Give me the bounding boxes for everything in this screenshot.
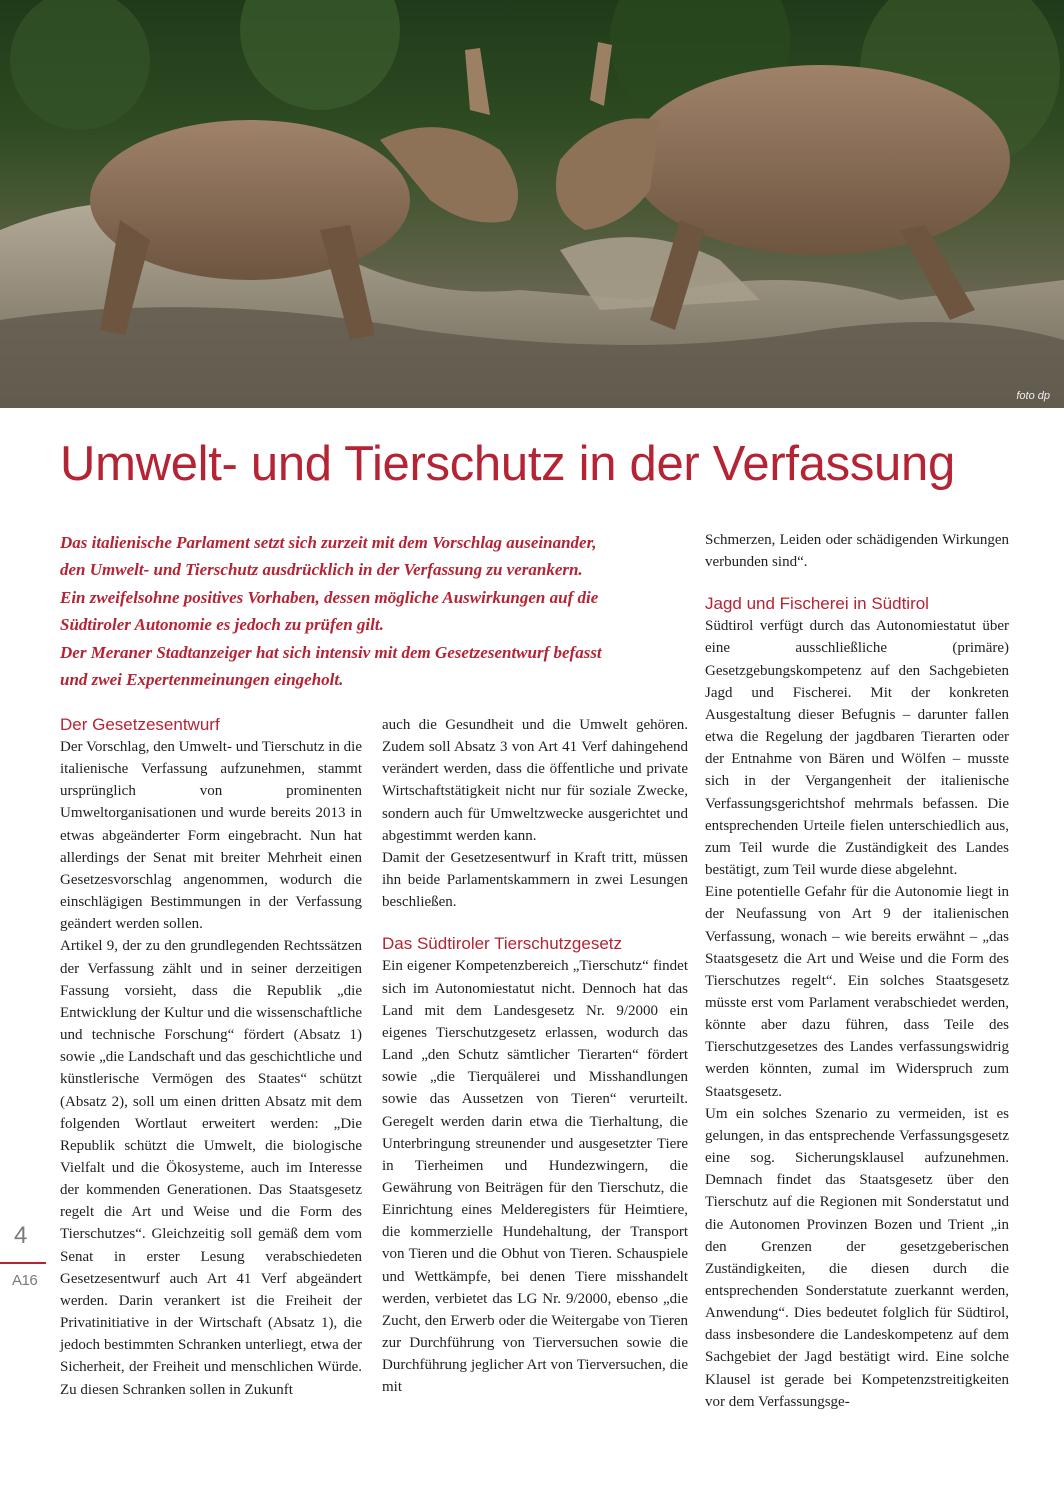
body-paragraph: Schmerzen, Leiden oder schädigenden Wirkungen verbunden sind“. <box>705 532 1009 571</box>
page-number-rule <box>0 1262 46 1264</box>
ibex-kids-illustration <box>0 0 1064 408</box>
column-2 <box>382 714 688 1399</box>
section-heading-jagd-fischerei: Jagd und Fischerei in Südtirol <box>705 594 929 614</box>
page-number: 4 <box>14 1222 28 1249</box>
column-3 <box>705 529 1009 1413</box>
section-heading-tierschutzgesetz: Das Südtiroler Tierschutzgesetz <box>382 934 622 954</box>
lead-line: Ein zweifelsohne positives Vorhaben, dessen mögliche Auswirkungen auf die <box>60 587 599 607</box>
body-paragraph: Um ein solches Szenario zu vermeiden, ist es gelungen, in das entsprechende Verfassungsgesetz eine sog. Sicherungsklausel aufzunehmen. Demnach findet das Staatsgesetz über den Tierschutz auf die Regionen mit Sonderstatut und die Autonomen Provinzen Bozen und Trient „in den Grenzen der gesetzgeberischen Zuständigkeiten, die diesen durch die entsprechenden Sonderstatute zuerkannt werden, Anwendung“. Dies bedeutet folglich für Südtirol, dass insbesondere die Landeskompetenz auf dem Sachgebiet der Jagd bestätigt wird. Eine solche Klausel ist gerade bei Kompetenzstreitigkeiten vor dem Verfassungsge- <box>705 1105 1009 1410</box>
body-paragraph: Der Vorschlag, den Umwelt- und Tierschutz in die italienische Verfassung aufzunehmen, stammt ursprünglich von prominenten Umweltorganisationen und wurde bereits 2013 in etwas abgeänderter Form eingebracht. Nun hat allerdings der Senat mit breiter Mehrheit einen Gesetzesvorschlag angenommen, wodurch die einschlägigen Bestimmungen in der Verfassung geändert werden sollen. <box>60 739 362 933</box>
lead-line: Der Meraner Stadtanzeiger hat sich intensiv mit dem Gesetzesentwurf befasst <box>60 642 602 662</box>
photo-credit: foto dp <box>1016 390 1050 402</box>
lead-line: den Umwelt- und Tierschutz ausdrücklich in der Verfassung zu verankern. <box>60 560 583 580</box>
body-paragraph: Ein eigener Kompetenzbereich „Tierschutz“ findet sich im Autonomiestatut nicht. Dennoch hat das Land mit dem Landesgesetz Nr. 9/2000 ein eigenes Tierschutzgesetz erlassen, wodurch das Land „den Schutz sämtlicher Tierarten“ fördert sowie „die Tierquälerei und Misshandlungen sowie das Aussetzen von Tieren“ verurteilt. Geregelt werden darin etwa die Tierhaltung, die Unterbringung streunender und ausgesetzter Tiere in Tierheimen und Hundezwingern, die Gewährung von Beiträgen für den Tierschutz, die Einrichtung eines Melderegisters für Heimtiere, die kommerzielle Hundehaltung, der Transport von Tieren und die Obhut von Tieren. Schauspiele und Wettkämpfe, bei denen Tiere misshandelt werden, verbietet das LG Nr. 9/2000, ebenso „die Zucht, den Erwerb oder die Weitergabe von Tieren zur Durchführung von Tierversuchen sowie die Durchführung jeglicher Art von Tierversuchen, die mit <box>382 958 688 1396</box>
section-heading-gesetzesentwurf: Der Gesetzesentwurf <box>60 715 220 734</box>
article-lead <box>60 529 672 693</box>
body-paragraph: auch die Gesundheit und die Umwelt gehören. Zudem soll Absatz 3 von Art 41 Verf dahingehend verändert werden, dass die öffentliche und private Wirtschaftstätigkeit nicht nur für soziale Zwecke, sondern auch für Umweltzwecke ausgerichtet und abgestimmt werden kann. <box>382 717 688 844</box>
body-paragraph: Damit der Gesetzesentwurf in Kraft tritt, müssen ihn beide Parlamentskammern in zwei Lesungen beschließen. <box>382 849 688 911</box>
article-headline: Umwelt- und Tierschutz in der Verfassung <box>60 437 955 491</box>
lead-line: Südtiroler Autonomie es jedoch zu prüfen gilt. <box>60 615 384 635</box>
lead-line: und zwei Expertenmeinungen eingeholt. <box>60 670 344 690</box>
body-paragraph: Eine potentielle Gefahr für die Autonomie liegt in der Neufassung von Art 9 der italienischen Verfassung, wonach – wie bereits erwähnt – „das Staatsgesetz die Art und Weise und die Form des Tierschutzes regelt“. Ein solches Staatsgesetz müsste erst vom Parlament verabschiedet werden, könnte aber dazu führen, dass Teile des Tierschutzgesetzes des Landes verfassungswidrig werden könnten, zumal im Widerspruch zum Staatsgesetz. <box>705 884 1009 1100</box>
column-1 <box>60 714 362 1401</box>
lead-line: Das italienische Parlament setzt sich zurzeit mit dem Vorschlag auseinander, <box>60 533 597 552</box>
issue-label: A16 <box>12 1272 38 1289</box>
header-photo <box>0 0 1064 408</box>
body-paragraph: Artikel 9, der zu den grundlegenden Rechtssätzen der Verfassung zählt und in seiner derzeitigen Fassung vorsieht, dass die Republik „die Entwicklung der Kultur und die wissenschaftliche und technische Forschung“ fördert (Absatz 1) sowie „die Landschaft und das geschichtliche und künstlerische Vermögen des Staates“ schützt (Absatz 2), soll um einen dritten Absatz mit dem folgenden Wortlaut erweitert werden: „Die Republik schützt die Umwelt, die biologische Vielfalt und die Ökosysteme, auch im Interesse der kommenden Generationen. Das Staatsgesetz regelt die Art und Weise und die Form des Tierschutzes“. Gleichzeitig soll gemäß dem vom Senat in erster Lesung verabschiedeten Gesetzesentwurf auch Art 41 Verf abgeändert werden. Darin verankert ist die Freiheit der Privatinitiative in der Wirtschaft (Absatz 1), die jedoch bestimmten Schranken unterliegt, etwa der Sicherheit, der Freiheit und menschlichen Würde. Zu diesen Schranken sollen in Zukunft <box>60 938 362 1398</box>
body-paragraph: Südtirol verfügt durch das Autonomiestatut über eine ausschließliche (primäre) Gesetzgebungskompetenz auf den Sachgebieten Jagd und Fischerei. Mit der konkreten Ausgestaltung dieser Befugnis – darunter fallen etwa die Regelung der jagdbaren Tierarten oder der Entnahme von Bären und Wölfen – musste sich in der Vergangenheit der italienische Verfassungsgerichtshof mehrmals befassen. Die entsprechenden Urteile fielen unterschiedlich aus, zum Teil wurde die Zuständigkeit des Landes bestätigt, zum Teil wurde diese abgelehnt. <box>705 618 1009 879</box>
